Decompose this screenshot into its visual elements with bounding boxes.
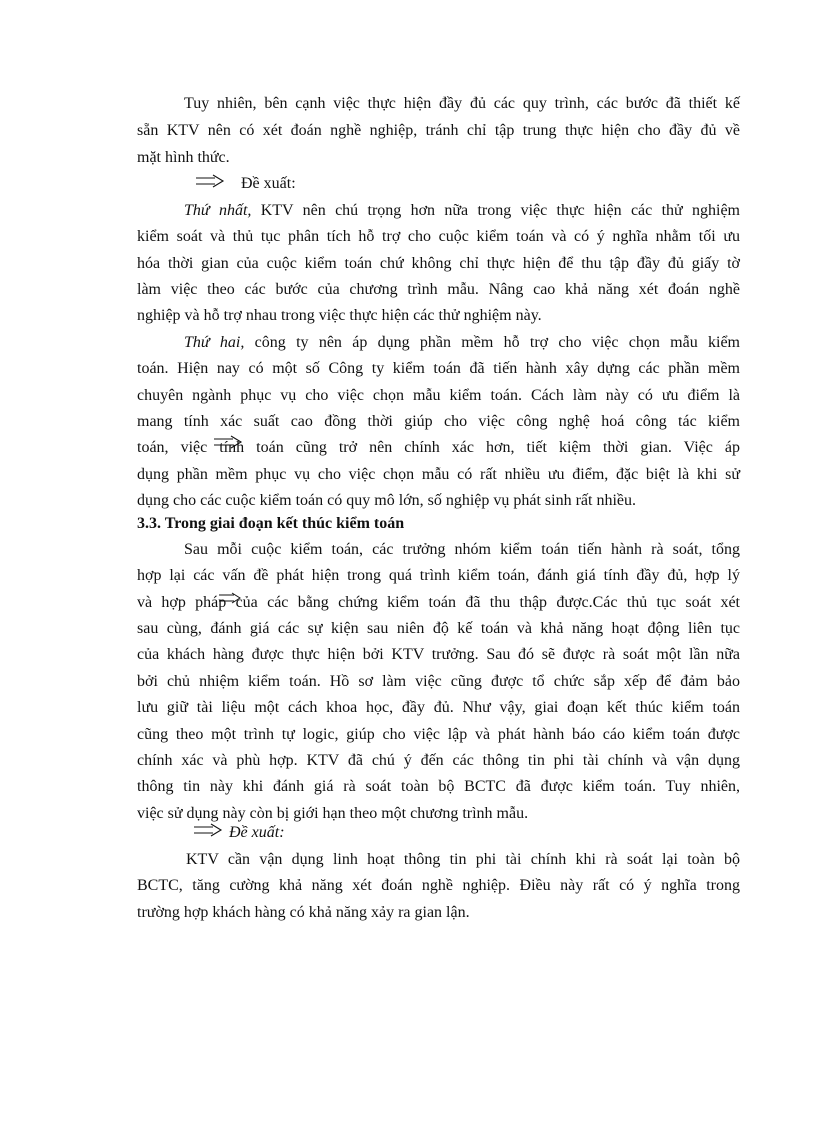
paragraph-5-line-3: trường hợp khách hàng có khả năng xảy ra gian lận. [137, 904, 470, 921]
paragraph-4-line-7: lưu giữ tài liệu một cách khoa học, đầy đủ. Như vậy, giai đoạn kết thúc kiểm toán [137, 699, 740, 716]
paragraph-3-line-3: chuyên ngành phục vụ cho việc chọn mẫu kiểm toán. Cách làm này có ưu điểm là [137, 387, 740, 404]
paragraph-4-line-10: thông tin này khi đánh giá rà soát toàn bộ BCTC đã được kiểm toán. Tuy nhiên, [137, 778, 740, 795]
double-line-right-arrow-icon [195, 174, 225, 194]
paragraph-2-line-4: làm việc theo các bước của chương trình mẫu. Nâng cao khả năng xét đoán nghề [137, 281, 740, 298]
paragraph-3-line-2: toán. Hiện nay có một số Công ty kiểm toán đã tiến hành xây dựng các phần mềm [137, 360, 740, 377]
paragraph-4-line-6: bởi chủ nhiệm kiểm toán. Hồ sơ làm việc cũng được tổ chức sắp xếp để đảm bảo [137, 673, 740, 690]
proposal-1-row [195, 174, 296, 194]
paragraph-2-line-3: hóa thời gian của cuộc kiểm toán chứ không chỉ thực hiện để thu tập đầy đủ giấy tờ [137, 255, 740, 272]
paragraph-3-line-4: mang tính xác suất cao đồng thời giúp cho việc công nghệ hoá công tác kiểm [137, 413, 740, 430]
paragraph-4-line-3: và hợp pháp của các bằng chứng kiểm toán đã thu thập được.Các thủ tục soát xét [137, 594, 740, 611]
paragraph-5-line-1: KTV cần vận dụng linh hoạt thông tin phi tài chính khi rà soát lại toàn bộ [186, 851, 740, 868]
stray-arrow-icon-2 [218, 591, 242, 609]
section-heading: 3.3. Trong giai đoạn kết thúc kiểm toán [137, 515, 405, 532]
paragraph-4-line-9: chính xác và phù hợp. KTV đã chú ý đến các thông tin phi tài chính và vận dụng [137, 752, 740, 769]
paragraph-4-line-8: cũng theo một trình tự logic, giúp cho việc lập và phát hành báo cáo kiểm toán được [137, 726, 740, 743]
proposal-1-label: Đề xuất: [241, 175, 296, 192]
paragraph-2-line-1 [137, 201, 740, 221]
paragraph-2-line-2: kiểm soát và thủ tục phân tích hỗ trợ cho cuộc kiểm toán và có ý nghĩa nhằm tối ưu [137, 228, 740, 245]
paragraph-3-line-7: dụng cho các cuộc kiểm toán có quy mô lớn, số nghiệp vụ phát sinh rất nhiều. [137, 492, 637, 509]
paragraph-3-line-1 [137, 333, 740, 353]
proposal-2-row [193, 823, 285, 843]
paragraph-4-line-5: của khách hàng được thực hiện bởi KTV trưởng. Sau đó sẽ được rà soát một lần nữa [137, 646, 740, 663]
paragraph-1-line-3: mặt hình thức. [137, 149, 230, 166]
proposal-2-label: Đề xuất: [229, 824, 285, 841]
paragraph-1-line-1: Tuy nhiên, bên cạnh việc thực hiện đầy đủ các quy trình, các bước đã thiết kế [184, 95, 740, 112]
paragraph-3-line-5: toán, việc tính toán cũng trở nên chính xác hơn, tiết kiệm thời gian. Việc áp [137, 439, 740, 456]
paragraph-4-line-2: hợp lại các vấn đề phát hiện trong quá trình kiểm toán, đánh giá tính đầy đủ, hợp lý [137, 567, 740, 584]
paragraph-2-line-1-text: KTV nên chú trọng hơn nữa trong việc thực hiện các thử nghiệm [251, 202, 741, 219]
double-line-right-arrow-icon [193, 823, 223, 843]
paragraph-4-line-1: Sau mỗi cuộc kiểm toán, các trưởng nhóm kiểm toán tiến hành rà soát, tổng [184, 541, 740, 558]
first-lead: Thứ nhất, [184, 202, 252, 219]
paragraph-1-line-2: sẵn KTV nên có xét đoán nghề nghiệp, tránh chỉ tập trung thực hiện cho đầy đủ về [137, 122, 740, 139]
paragraph-3-line-6: dụng phần mềm phục vụ cho việc chọn mẫu có rất nhiều ưu điểm, đặc biệt là khi sử [137, 466, 740, 483]
paragraph-4-line-11: việc sử dụng này còn bị giới hạn theo một chương trình mẫu. [137, 805, 529, 822]
paragraph-4-line-4: sau cùng, đánh giá các sự kiện sau niên độ kế toán và khả năng hoạt động liên tục [137, 620, 740, 637]
second-lead: Thứ hai, [184, 334, 245, 351]
stray-arrow-icon [213, 435, 243, 454]
paragraph-5-line-2: BCTC, tăng cường khả năng xét đoán nghề nghiệp. Điều này rất có ý nghĩa trong [137, 877, 740, 894]
paragraph-3-line-1-text: công ty nên áp dụng phần mềm hỗ trợ cho việc chọn mẫu kiểm [244, 334, 740, 351]
paragraph-2-line-5: nghiệp và hỗ trợ nhau trong việc thực hiện các thử nghiệm này. [137, 307, 542, 324]
